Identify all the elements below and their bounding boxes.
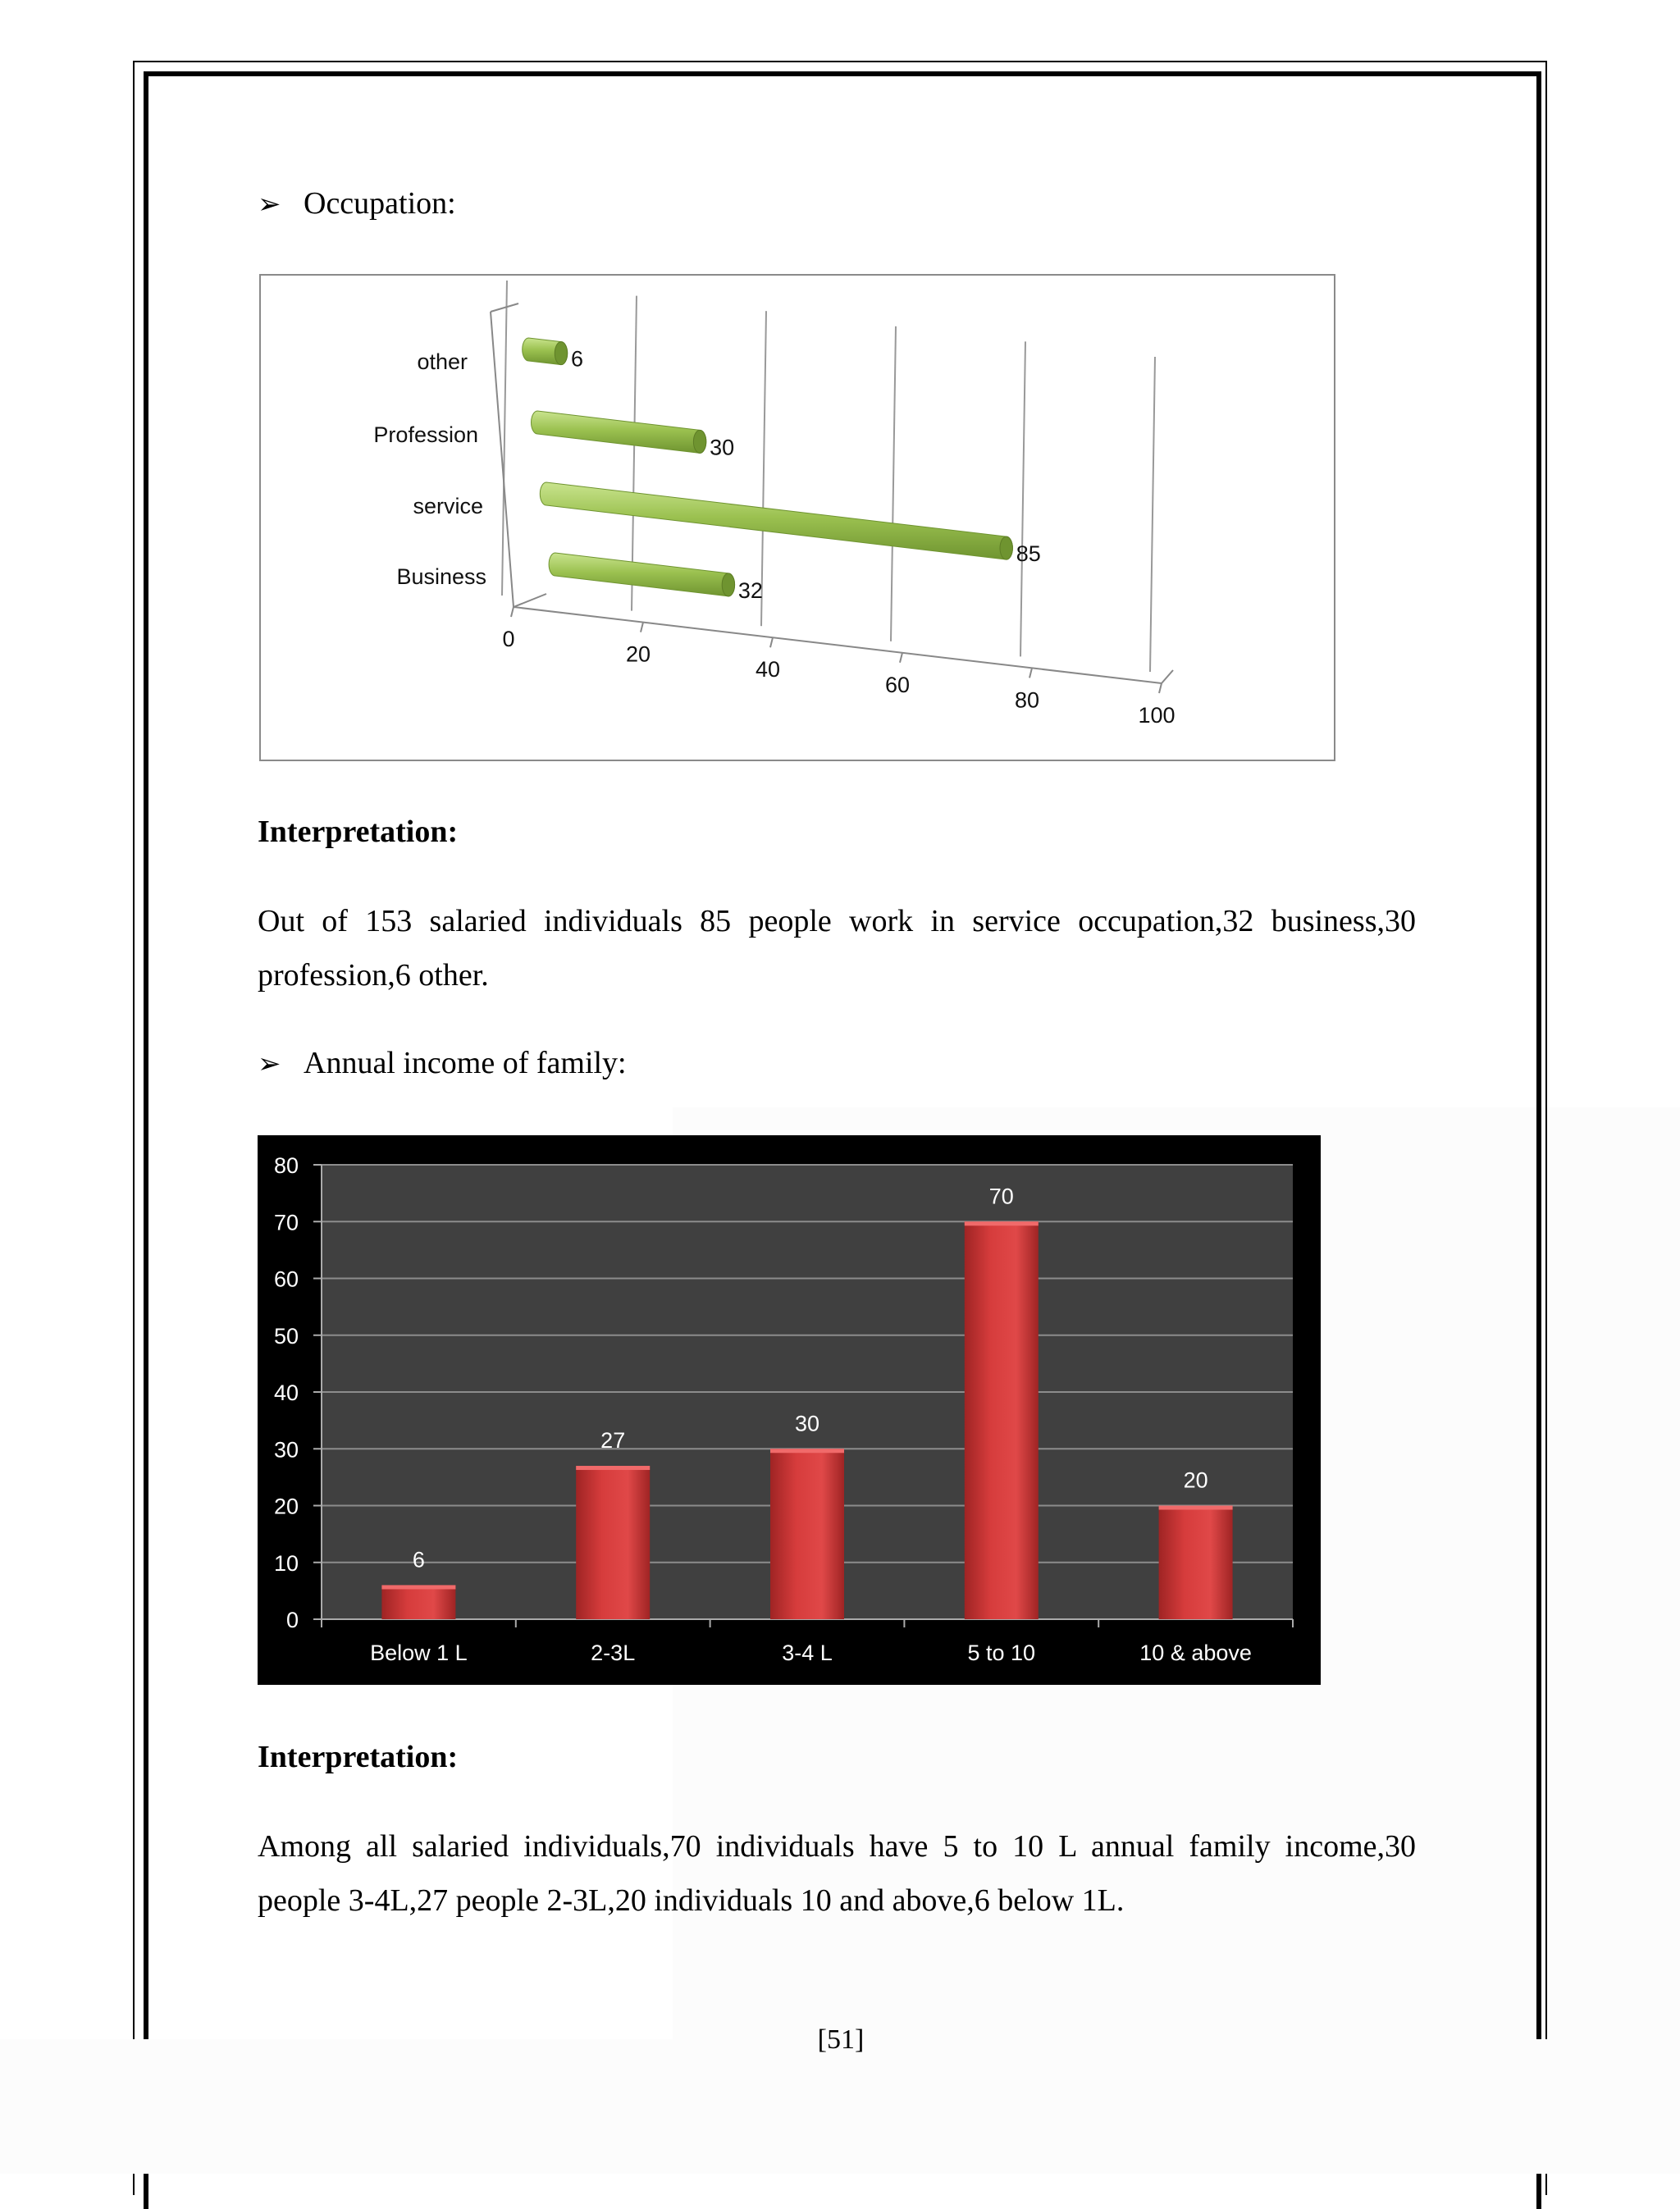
y-tick-label: 70 — [273, 1210, 299, 1235]
y-tick-label: 80 — [273, 1153, 299, 1178]
data-label: 27 — [600, 1428, 626, 1454]
category-label: Business — [396, 564, 486, 589]
interpretation-heading-2: Interpretation: — [258, 1740, 459, 1774]
category-label: Below 1 L — [370, 1641, 468, 1665]
floor-edge — [1162, 670, 1173, 683]
gridline — [891, 326, 896, 641]
data-label: 6 — [570, 346, 584, 372]
bar-top-highlight — [770, 1449, 844, 1453]
x-tick-mark — [900, 653, 902, 663]
income-title: Annual income of family: — [304, 1046, 627, 1080]
category-label: service — [413, 494, 483, 518]
occupation-chart-svg — [261, 276, 1334, 760]
x-axis-line — [514, 607, 1162, 683]
x-tick-label: 60 — [884, 672, 911, 697]
bar-3 — [965, 1221, 1039, 1619]
category-label: 10 & above — [1139, 1641, 1252, 1665]
arrow-bullet-icon: ➢ — [258, 188, 281, 221]
bar-0 — [381, 1585, 455, 1619]
x-tick-mark — [1159, 683, 1162, 693]
category-label: Profession — [373, 422, 478, 447]
bar-top-highlight — [1159, 1506, 1233, 1510]
arrow-bullet-icon: ➢ — [258, 1047, 281, 1080]
interpretation-text-1: Out of 153 salaried individuals 85 people work in service occupation,32 business,30 profession,6 other. — [258, 904, 1416, 993]
data-label: 32 — [737, 577, 763, 603]
x-tick-label: 40 — [755, 657, 781, 682]
bar-end-cap — [1000, 536, 1012, 559]
occupation-bullet — [258, 185, 456, 222]
bar-top-highlight — [381, 1585, 455, 1589]
category-label: 5 to 10 — [967, 1641, 1036, 1665]
bar-4 — [1159, 1506, 1233, 1620]
x-tick-mark — [1029, 668, 1032, 678]
bar-top-highlight — [965, 1221, 1039, 1225]
bar-end-cap — [722, 573, 734, 596]
x-tick-label: 20 — [625, 641, 651, 667]
category-label: 3-4 L — [782, 1641, 833, 1665]
y-tick-label: 60 — [273, 1267, 299, 1292]
x-tick-mark — [511, 607, 514, 617]
data-label: 30 — [710, 435, 735, 460]
x-tick-label: 100 — [1138, 703, 1176, 728]
y-axis-cap — [491, 304, 518, 312]
x-tick-mark — [770, 637, 773, 647]
y-tick-label: 20 — [273, 1494, 299, 1519]
x-tick-label: 0 — [502, 627, 515, 651]
page-number — [812, 2026, 870, 2039]
data-label: 20 — [1183, 1467, 1208, 1493]
bar-1 — [576, 1466, 650, 1619]
y-tick-label: 30 — [273, 1437, 299, 1463]
bar-end-cap — [555, 342, 567, 365]
data-label: 30 — [794, 1411, 820, 1436]
data-label: 70 — [988, 1184, 1014, 1209]
gridline — [1150, 357, 1155, 672]
category-label: 2-3L — [591, 1641, 636, 1665]
data-label: 6 — [412, 1547, 425, 1572]
y-tick-label: 10 — [273, 1550, 299, 1576]
gridline — [1020, 341, 1025, 656]
gridline — [502, 281, 507, 596]
interpretation-heading-1: Interpretation: — [258, 815, 459, 849]
floor-edge — [514, 594, 546, 607]
occupation-title: Occupation: — [304, 186, 456, 221]
x-tick-label: 80 — [1014, 687, 1040, 713]
bar-service — [540, 482, 1012, 559]
category-label: other — [417, 349, 468, 374]
page-bottom-margin — [0, 2039, 1680, 2174]
occupation-chart — [259, 274, 1335, 761]
bar-business — [549, 553, 734, 596]
bar-end-cap — [693, 430, 705, 453]
y-tick-label: 40 — [273, 1381, 299, 1405]
y-tick-label: 50 — [273, 1323, 299, 1349]
bar-2 — [770, 1449, 844, 1619]
x-tick-mark — [641, 623, 643, 632]
interpretation-text-2: Among all salaried individuals,70 individuals have 5 to 10 L annual family income,30 people 3-4L,27 people 2-3L,20 individuals 10 and above,6 below 1L. — [258, 1829, 1416, 1918]
income-bullet — [258, 1045, 627, 1082]
data-label: 85 — [1016, 541, 1041, 567]
income-chart — [258, 1135, 1321, 1685]
income-chart-svg — [258, 1135, 1321, 1685]
bar-profession — [532, 411, 706, 453]
y-tick-label: 0 — [285, 1608, 299, 1632]
bar-top-highlight — [576, 1466, 650, 1470]
